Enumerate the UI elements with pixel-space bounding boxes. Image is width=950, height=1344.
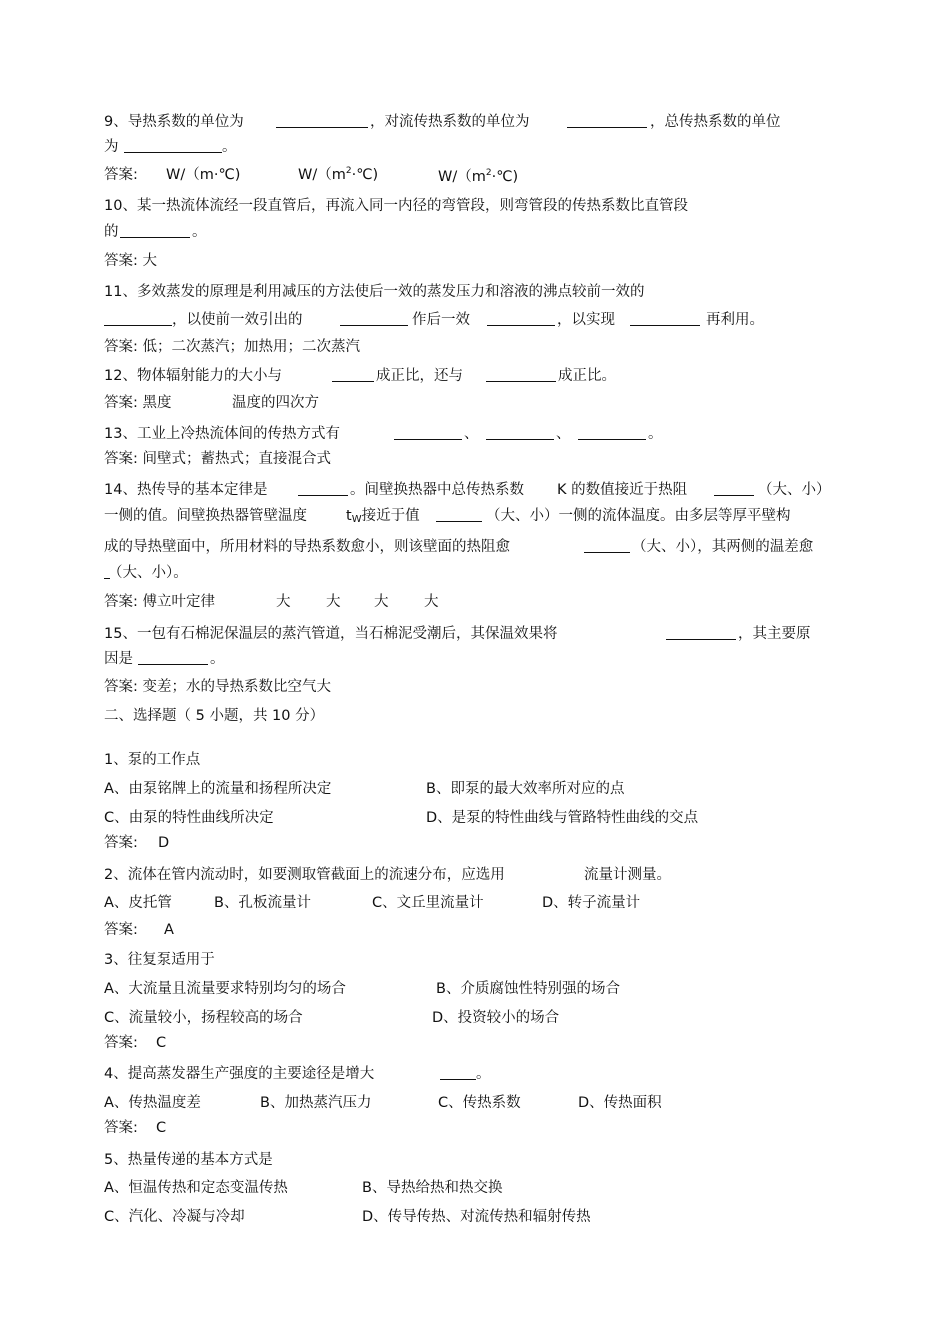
c3-option-c: C、流量较小，扬程较高的场合	[104, 1010, 303, 1026]
c2-answer: A	[164, 922, 174, 938]
q9-text-4: 为	[104, 139, 119, 155]
q14-text-4: （大、小）	[758, 482, 831, 498]
c1-option-a: A、由泵铭牌上的流量和扬程所决定	[104, 781, 332, 797]
q12-blank-2	[486, 367, 556, 382]
q11-text-2: ，以使前一效引出的	[172, 312, 303, 328]
c4-option-d: D、传热面积	[578, 1095, 662, 1111]
c3-answer: C	[156, 1035, 167, 1051]
q12-answer-2: 温度的四次方	[232, 395, 319, 411]
c2-question-1: 2、流体在管内流动时，如要测取管截面上的流速分布，应选用	[104, 867, 505, 883]
q15-answer: 答案: 变差；水的导热系数比空气大	[104, 679, 331, 695]
q14-text-9: （大、小），其两侧的温差愈	[632, 539, 814, 555]
c2-answer-label: 答案:	[104, 922, 138, 938]
q9-text-1: 9、导热系数的单位为	[104, 114, 244, 130]
q9-text-5: 。	[222, 139, 237, 155]
c5-question: 5、热量传递的基本方式是	[104, 1152, 273, 1168]
c2-option-d: D、转子流量计	[542, 895, 641, 911]
q11-text-4: ，以实现	[557, 312, 615, 328]
q11-blank-4	[630, 311, 700, 326]
q9-text-3: ，总传热系数的单位	[650, 114, 781, 130]
q11-blank-1	[104, 311, 172, 326]
q14-answer-3: 大	[326, 594, 341, 610]
c1-answer-label: 答案:	[104, 835, 138, 851]
c4-option-c: C、传热系数	[438, 1095, 521, 1111]
q14-text-8: 成的导热壁面中，所用材料的导热系数愈小，则该壁面的热阻愈	[104, 539, 510, 555]
c1-option-b: B、即泵的最大效率所对应的点	[426, 781, 625, 797]
q11-text-5: 再利用。	[706, 312, 764, 328]
q15-blank-1	[666, 625, 736, 640]
c4-question-2: 。	[476, 1066, 491, 1082]
q13-blank-2	[486, 425, 554, 440]
section-2-title: 二、选择题（ 5 小题，共 10 分）	[104, 708, 325, 724]
c2-option-a: A、皮托管	[104, 895, 172, 911]
q9-answer-label: 答案:	[104, 167, 138, 183]
q10-text-1: 10、某一热流体流经一段直管后，再流入同一内径的弯管段，则弯管段的传热系数比直管段	[104, 198, 688, 214]
q14-text-2: 。间壁换热器中总传热系数	[350, 482, 524, 498]
q14-text-7: （大、小）一侧的流体温度。由多层等厚平壁构	[486, 508, 791, 524]
c2-option-c: C、文丘里流量计	[372, 895, 484, 911]
q15-text-4: 。	[210, 651, 225, 667]
q14-text-1: 14、热传导的基本定律是	[104, 482, 268, 498]
q10-blank-1	[120, 223, 190, 238]
q12-text-1: 12、物体辐射能力的大小与	[104, 368, 282, 384]
c5-option-d: D、传导传热、对流传热和辐射传热	[362, 1209, 591, 1225]
c4-option-b: B、加热蒸汽压力	[260, 1095, 372, 1111]
q12-blank-1	[332, 367, 374, 382]
q13-end: 。	[648, 426, 663, 442]
c3-answer-label: 答案:	[104, 1035, 138, 1051]
q14-text-10: （大、小）。	[108, 565, 188, 581]
c1-option-d: D、是泵的特性曲线与管路特性曲线的交点	[426, 810, 699, 826]
q13-sep-2: 、	[556, 426, 571, 442]
q13-text-1: 13、工业上冷热流体间的传热方式有	[104, 426, 340, 442]
c1-question: 1、泵的工作点	[104, 752, 201, 768]
q11-blank-3	[487, 311, 555, 326]
c3-option-b: B、介质腐蚀性特别强的场合	[436, 981, 620, 997]
q14-answer-1: 答案: 傅立叶定律	[104, 594, 215, 610]
c4-option-a: A、传热温度差	[104, 1095, 201, 1111]
q12-answer-1: 答案: 黑度	[104, 395, 172, 411]
q13-blank-1	[394, 425, 462, 440]
c5-option-c: C、汽化、冷凝与冷却	[104, 1209, 245, 1225]
c4-answer-label: 答案:	[104, 1120, 138, 1136]
q10-text-3: 。	[192, 224, 207, 240]
q14-text-3: K 的数值接近于热阻	[557, 482, 688, 498]
q11-answer: 答案: 低；二次蒸汽；加热用；二次蒸汽	[104, 339, 360, 355]
q14-answer-5: 大	[424, 594, 439, 610]
c3-option-d: D、投资较小的场合	[432, 1010, 560, 1026]
q11-text-1: 11、多效蒸发的原理是利用减压的方法使后一效的蒸发压力和溶液的沸点较前一效的	[104, 284, 645, 300]
c5-option-b: B、导热给热和热交换	[362, 1180, 503, 1196]
c3-option-a: A、大流量且流量要求特别均匀的场合	[104, 981, 346, 997]
q10-answer: 答案: 大	[104, 253, 157, 269]
c1-answer: D	[158, 835, 170, 851]
q9-answer-3: $W/(m^2\cdot℃)$	[438, 168, 519, 185]
q15-blank-2	[138, 650, 208, 665]
q14-blank-1	[298, 481, 348, 496]
q15-text-3: 因是	[104, 651, 133, 667]
q10-text-2: 的	[104, 224, 119, 240]
q14-blank-4	[584, 538, 630, 553]
q12-text-2: 成正比，还与	[376, 368, 463, 384]
q15-text-2: ，其主要原	[738, 626, 811, 642]
c3-question: 3、往复泵适用于	[104, 952, 215, 968]
c4-blank-1	[440, 1065, 476, 1080]
c1-option-c: C、由泵的特性曲线所决定	[104, 810, 274, 826]
c4-answer: C	[156, 1120, 167, 1136]
q9-answer-2: $W/(m^2\cdot℃)$	[298, 166, 379, 183]
q11-text-3: 作后一效	[412, 312, 470, 328]
q13-blank-3	[578, 425, 646, 440]
q12-text-3: 成正比。	[558, 368, 616, 384]
q9-blank-3	[124, 138, 222, 153]
c5-option-a: A、恒温传热和定态变温传热	[104, 1180, 288, 1196]
q14-answer-2: 大	[276, 594, 291, 610]
c2-option-b: B、孔板流量计	[214, 895, 311, 911]
c2-question-2: 流量计测量。	[584, 867, 671, 883]
q14-text-5: 一侧的值。间壁换热器管壁温度	[104, 508, 307, 524]
q9-text-2: ，对流传热系数的单位为	[370, 114, 530, 130]
q15-text-1: 15、一包有石棉泥保温层的蒸汽管道，当石棉泥受潮后，其保温效果将	[104, 626, 558, 642]
q14-answer-4: 大	[374, 594, 389, 610]
q11-blank-2	[340, 311, 408, 326]
q14-text-6: $t_W$接近于值	[346, 508, 420, 525]
q14-blank-2	[714, 481, 754, 496]
q9-blank-2	[567, 113, 647, 128]
q13-answer: 答案: 间壁式；蓄热式；直接混合式	[104, 451, 331, 467]
q13-sep-1: 、	[464, 426, 479, 442]
c4-question-1: 4、提高蒸发器生产强度的主要途径是增大	[104, 1066, 375, 1082]
q9-blank-1	[276, 113, 368, 128]
q14-blank-3	[436, 507, 482, 522]
q9-answer-1: W/（m·℃)	[166, 167, 241, 183]
